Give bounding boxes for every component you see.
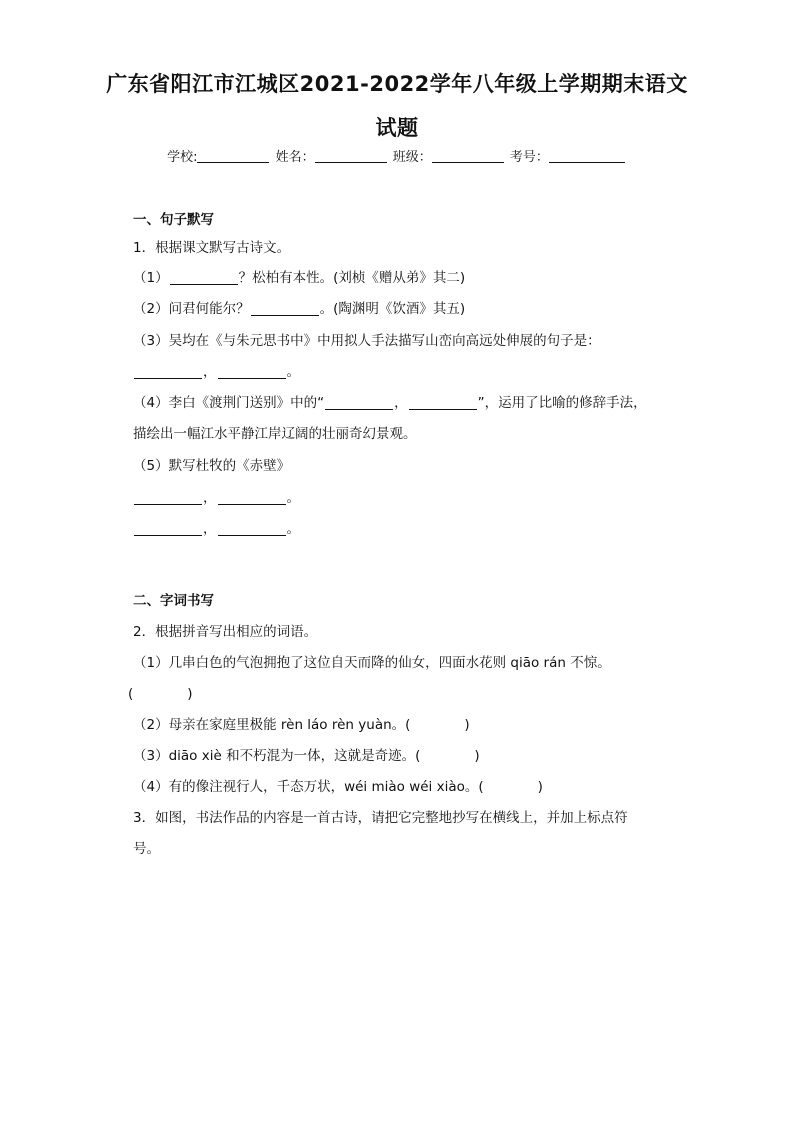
class-label: 班级： [392, 150, 432, 165]
page-title-line2: 试题 [375, 116, 419, 140]
name-label: 姓名： [275, 150, 315, 165]
answer-blank[interactable] [409, 396, 477, 410]
period: 。 [286, 364, 300, 380]
comma: ， [203, 490, 217, 506]
q2-item-1-answer[interactable]: ( ) [128, 686, 193, 702]
answer-blank[interactable] [170, 271, 238, 285]
q2-item-2: （2）母亲在家庭里极能 rèn láo rèn yuàn。( ) [133, 717, 470, 733]
exam-no-blank[interactable] [549, 149, 625, 163]
q1-item-5-answer-2 [133, 517, 300, 537]
q1-item-3: （3）吴均在《与朱元思书中》中用拟人手法描写山峦向高远处伸展的句子是： [133, 333, 601, 349]
period: 。 [286, 521, 300, 537]
q1-item-4-tail: ”，运用了比喻的修辞手法， [477, 395, 647, 411]
school-blank[interactable] [197, 149, 269, 163]
answer-blank[interactable] [134, 522, 202, 536]
answer-blank[interactable] [251, 302, 319, 316]
answer-blank[interactable] [134, 491, 202, 505]
q1-item-1-text: ？松柏有本性。(刘桢《赠从弟》其二) [238, 270, 466, 286]
student-info-row [0, 146, 794, 165]
question-1-stem: 1．根据课文默写古诗文。 [133, 240, 291, 256]
q1-item-1 [133, 266, 465, 286]
q1-item-2 [133, 297, 465, 317]
answer-blank[interactable] [134, 365, 202, 379]
q1-item-4-text: （4）李白《渡荆门送别》中的“ [133, 395, 325, 411]
question-3-stem: 3．如图，书法作品的内容是一首古诗，请把它完整地抄写在横线上，并加上标点符 [133, 810, 628, 826]
name-blank[interactable] [315, 149, 387, 163]
q2-item-4: （4）有的像注视行人，千态万状，wéi miào wéi xiào。( ) [133, 779, 543, 795]
section-heading-1: 一、句子默写 [133, 212, 214, 228]
q1-item-3-answer [133, 360, 300, 380]
q1-item-4-line2: 描绘出一幅江水平静江岸辽阔的壮丽奇幻景观。 [133, 426, 417, 442]
answer-blank[interactable] [218, 491, 286, 505]
q1-item-2-text: （2）问君何能尔？ [133, 301, 250, 317]
q1-item-4 [133, 391, 647, 411]
period: 。 [286, 490, 300, 506]
answer-blank[interactable] [325, 396, 393, 410]
q1-item-2-tail: 。(陶渊明《饮酒》其五) [319, 301, 466, 317]
q1-item-1-num: （1） [133, 270, 169, 286]
comma: ， [203, 364, 217, 380]
q1-item-5: （5）默写杜牧的《赤壁》 [133, 458, 291, 474]
section-heading-2: 二、字词书写 [133, 593, 214, 609]
question-2-stem: 2．根据拼音写出相应的词语。 [133, 624, 318, 640]
page-title: 广东省阳江市江城区2021-2022学年八年级上学期期末语文 [106, 72, 688, 96]
answer-blank[interactable] [218, 522, 286, 536]
question-3-stem-line2: 号。 [133, 841, 160, 857]
exam-no-label: 考号： [509, 150, 549, 165]
class-blank[interactable] [432, 149, 504, 163]
comma: ， [394, 395, 408, 411]
comma: ， [203, 521, 217, 537]
school-label: 学校: [167, 150, 198, 165]
answer-blank[interactable] [218, 365, 286, 379]
q2-item-3: （3）diāo xiè 和不朽混为一体，这就是奇迹。( ) [133, 748, 480, 764]
q2-item-1: （1）几串白色的气泡拥抱了这位自天而降的仙女，四面水花则 qiāo rán 不惊。 [133, 655, 611, 671]
q1-item-5-answer-1 [133, 486, 300, 506]
